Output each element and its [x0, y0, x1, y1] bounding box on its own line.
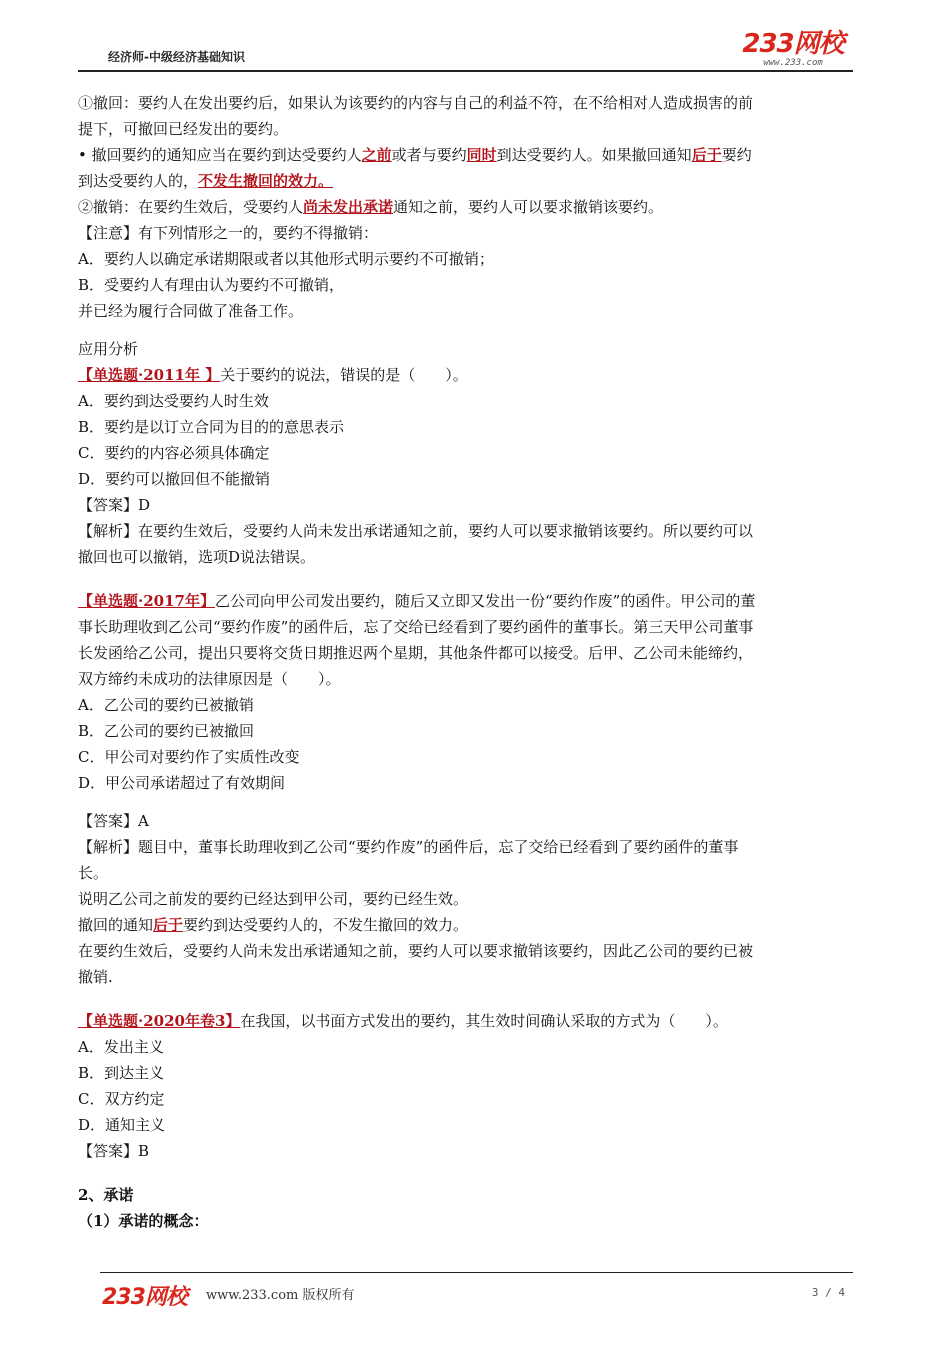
- note-line: 【注意】有下列情形之一的，要约不得撤销：: [78, 224, 379, 242]
- text: 到达受要约人的，: [78, 172, 199, 190]
- option: C．要约的内容必须具体确定: [78, 444, 270, 462]
- footer-copyright: www.233.com 版权所有: [206, 1288, 355, 1303]
- analysis-title: 应用分析: [78, 340, 139, 358]
- text: 撤回的通知: [78, 916, 154, 934]
- footer-logo: 233网校: [102, 1285, 187, 1310]
- explanation: 撤销.: [78, 968, 113, 986]
- explanation: 【解析】在要约生效后，受要约人尚未发出承诺通知之前，要约人可以要求撤销该要约。所以要约可以: [78, 522, 754, 540]
- answer: 【答案】A: [78, 812, 149, 830]
- answer: 【答案】D: [78, 496, 151, 514]
- note-item-b-cont: 并已经为履行合同做了准备工作。: [78, 302, 304, 320]
- text: 到达受要约人。如果撤回通知: [496, 146, 692, 164]
- option: C．甲公司对要约作了实质性改变: [78, 748, 300, 766]
- text: 或者与要约: [391, 146, 467, 164]
- highlight-after: 后于: [691, 146, 722, 164]
- question-stem: [78, 362, 868, 388]
- withdraw-line-2: 提下，可撤回已经发出的要约。: [78, 120, 289, 138]
- question-tag: 【单选题·2020年卷3】: [78, 1012, 241, 1030]
- note-item-b: B．受要约人有理由认为要约不可撤销，: [78, 276, 345, 294]
- option: A．乙公司的要约已被撤销: [78, 696, 254, 714]
- logo-url: www.233.com: [763, 58, 823, 68]
- question-tag: 【单选题·2011年 】: [78, 366, 221, 384]
- highlight-before: 之前: [361, 146, 392, 164]
- option: C．双方约定: [78, 1090, 165, 1108]
- question-stem: [78, 588, 868, 614]
- highlight-after: 后于: [153, 916, 184, 934]
- option: B．要约是以订立合同为目的的意思表示: [78, 418, 345, 436]
- explanation: 在要约生效后，受要约人尚未发出承诺通知之前，要约人可以要求撤销该要约，因此乙公司的要约已被: [78, 942, 754, 960]
- question-text: 在我国，以书面方式发出的要约，其生效时间确认采取的方式为（ ）。: [240, 1012, 728, 1030]
- page-header: [0, 0, 950, 75]
- revoke-line-1: [78, 194, 868, 220]
- header-title: 经济师-中级经济基础知识: [108, 50, 245, 64]
- page-number: 3 / 4: [811, 1286, 845, 1299]
- withdraw-line-1: ①撤回：要约人在发出要约后，如果认为该要约的内容与自己的利益不符，在不给相对人造成损害的前: [78, 94, 754, 112]
- option: D．要约可以撤回但不能撤销: [78, 470, 271, 488]
- text: 通知之前，要约人可以要求撤销该要约。: [393, 198, 664, 216]
- question-text: 关于要约的说法，错误的是（ ）。: [220, 366, 468, 384]
- option: D．甲公司承诺超过了有效期间: [78, 774, 286, 792]
- page-footer: [0, 1268, 950, 1318]
- document-body: [78, 90, 868, 1234]
- highlight-no-effect: 不发生撤回的效力。: [198, 172, 334, 190]
- question-text: 长发函给乙公司，提出只要将交货日期推迟两个星期，其他条件都可以接受。后甲、乙公司未能缔约，: [78, 644, 754, 662]
- highlight-simultaneous: 同时: [466, 146, 497, 164]
- explanation: 说明乙公司之前发的要约已经达到甲公司，要约已经生效。: [78, 890, 469, 908]
- question-stem: [78, 1008, 868, 1034]
- logo-text: 233网校: [742, 29, 844, 59]
- option: A．要约到达受要约人时生效: [78, 392, 269, 410]
- option: B．乙公司的要约已被撤回: [78, 722, 255, 740]
- explanation: [78, 912, 868, 938]
- section-title: 2、承诺: [78, 1186, 134, 1204]
- text: 要约: [721, 146, 752, 164]
- question-tag: 【单选题·2017年】: [78, 592, 215, 610]
- question-text: 乙公司向甲公司发出要约，随后又立即又发出一份“要约作废”的函件。甲公司的董: [214, 592, 756, 610]
- explanation: 长。: [78, 864, 109, 882]
- question-3: [78, 1008, 868, 1164]
- question-2: [78, 588, 868, 990]
- text: ②撤销：在要约生效后，受要约人: [78, 198, 304, 216]
- withdraw-line-4: [78, 168, 868, 194]
- option: A．发出主义: [78, 1038, 164, 1056]
- note-item-a: A．要约人以确定承诺期限或者以其他形式明示要约不可撤销；: [78, 250, 494, 268]
- question-text: 事长助理收到乙公司“要约作废”的函件后，忘了交给已经看到了要约函件的董事长。第三天甲公司董事: [78, 618, 754, 636]
- brand-logo: [733, 30, 853, 68]
- option: B．到达主义: [78, 1064, 165, 1082]
- answer: 【答案】B: [78, 1142, 150, 1160]
- question-1: [78, 362, 868, 570]
- text: • 撤回要约的通知应当在要约到达受要约人: [78, 146, 362, 164]
- header-divider: [78, 70, 853, 72]
- explanation: 撤回也可以撤销，选项D说法错误。: [78, 548, 316, 566]
- explanation: 【解析】题目中，董事长助理收到乙公司“要约作废”的函件后，忘了交给已经看到了要约函件的董事: [78, 838, 739, 856]
- footer-divider: [100, 1272, 853, 1273]
- option: D．通知主义: [78, 1116, 166, 1134]
- highlight-not-accepted: 尚未发出承诺: [303, 198, 394, 216]
- question-text: 双方缔约未成功的法律原因是（ ）。: [78, 670, 341, 688]
- text: 要约到达受要约人的，不发生撤回的效力。: [183, 916, 469, 934]
- subsection-title: （1）承诺的概念：: [78, 1212, 209, 1230]
- withdraw-line-3: [78, 142, 868, 168]
